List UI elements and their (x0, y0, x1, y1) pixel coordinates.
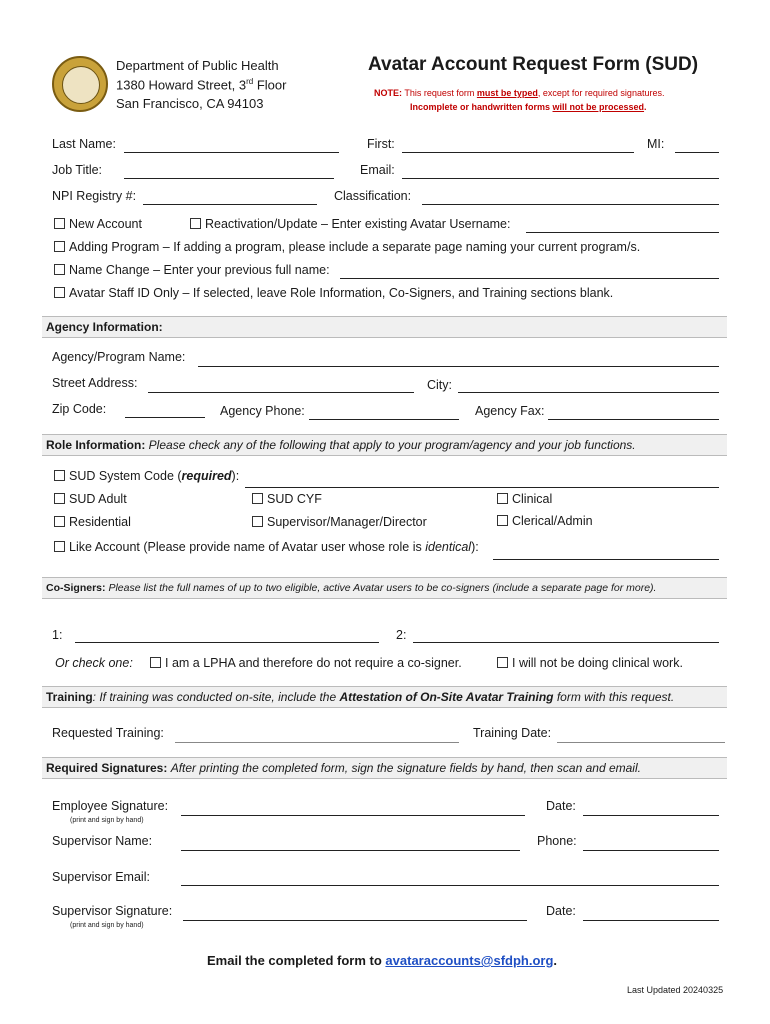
signatures-section-header: Required Signatures: After printing the completed form, sign the signature fields by hand, then scan and email. (42, 757, 727, 779)
city-label: City: (427, 378, 452, 392)
employee-print-sign-note: (print and sign by hand) (70, 817, 144, 824)
city-field[interactable] (458, 392, 719, 393)
agency-program-label: Agency/Program Name: (52, 350, 186, 364)
email-label: Email: (360, 163, 395, 177)
like-account-option[interactable]: Like Account (Please provide name of Avatar user whose role is identical): (54, 540, 479, 554)
checkbox-icon[interactable] (252, 516, 263, 527)
supervisor-name-label: Supervisor Name: (52, 834, 153, 848)
agency-phone-field[interactable] (309, 419, 459, 420)
street-address-label: Street Address: (52, 376, 138, 390)
like-account-field[interactable] (493, 559, 719, 560)
supervisor-signature-field[interactable] (183, 920, 527, 921)
supervisor-email-field[interactable] (181, 885, 719, 886)
email-link[interactable]: avataraccounts@sfdph.org (385, 953, 554, 968)
cosigner-1-field[interactable] (75, 642, 379, 643)
requested-training-label: Requested Training: (52, 726, 164, 740)
agency-program-field[interactable] (198, 366, 719, 367)
or-check-one-label: Or check one: (55, 656, 133, 670)
checkbox-icon[interactable] (190, 218, 201, 229)
employee-signature-label: Employee Signature: (52, 799, 169, 813)
checkbox-icon[interactable] (497, 657, 508, 668)
requested-training-field[interactable] (175, 742, 459, 743)
email-instruction: Email the completed form to avataraccounts@sfdph.org. (207, 953, 558, 968)
department-seal-logo (52, 56, 108, 112)
lpha-option[interactable]: I am a LPHA and therefore do not require a co-signer. (150, 656, 462, 670)
job-title-label: Job Title: (52, 163, 103, 177)
checkbox-icon[interactable] (54, 287, 65, 298)
clerical-option[interactable]: Clerical/Admin (497, 514, 593, 528)
checkbox-icon[interactable] (54, 493, 65, 504)
first-name-field[interactable] (402, 152, 634, 153)
agency-section-header: Agency Information: (42, 316, 727, 338)
agency-fax-field[interactable] (548, 419, 719, 420)
clinical-option[interactable]: Clinical (497, 492, 552, 506)
checkbox-icon[interactable] (54, 264, 65, 275)
employee-signature-field[interactable] (181, 815, 525, 816)
employee-date-field[interactable] (583, 815, 719, 816)
department-address-line1: 1380 Howard Street, 3rd Floor (116, 77, 287, 93)
cosigner-1-label: 1: (52, 628, 63, 642)
last-name-label: Last Name: (52, 137, 116, 151)
supervisor-email-label: Supervisor Email: (52, 870, 150, 884)
supervisor-option[interactable]: Supervisor/Manager/Director (252, 515, 427, 529)
form-note-line2: Incomplete or handwritten forms will not be processed. (410, 102, 647, 112)
cosigners-section-header: Co-Signers: Please list the full names of up to two eligible, active Avatar users to be co-signers (include a separate page for more). (42, 577, 727, 599)
name-change-option[interactable]: Name Change – Enter your previous full name: (54, 263, 330, 277)
reactivation-option[interactable]: Reactivation/Update – Enter existing Avatar Username: (190, 217, 511, 231)
last-name-field[interactable] (124, 152, 339, 153)
sud-system-code-field[interactable] (245, 487, 719, 488)
residential-option[interactable]: Residential (54, 515, 131, 529)
training-date-field[interactable] (557, 742, 725, 743)
checkbox-icon[interactable] (497, 515, 508, 526)
cosigner-2-label: 2: (396, 628, 407, 642)
staff-id-only-option[interactable]: Avatar Staff ID Only – If selected, leave Role Information, Co-Signers, and Training sections blank. (54, 286, 613, 300)
cosigner-2-field[interactable] (413, 642, 719, 643)
job-title-field[interactable] (124, 178, 334, 179)
sud-system-code-option[interactable]: SUD System Code (required): (54, 469, 239, 483)
checkbox-icon[interactable] (54, 470, 65, 481)
supervisor-print-sign-note: (print and sign by hand) (70, 922, 144, 929)
form-title: Avatar Account Request Form (SUD) (368, 54, 699, 75)
first-name-label: First: (367, 137, 395, 151)
adding-program-option[interactable]: Adding Program – If adding a program, please include a separate page naming your current program/s. (54, 240, 640, 254)
no-clinical-option[interactable]: I will not be doing clinical work. (497, 656, 683, 670)
street-address-field[interactable] (148, 392, 414, 393)
checkbox-icon[interactable] (497, 493, 508, 504)
checkbox-icon[interactable] (54, 541, 65, 552)
new-account-option[interactable]: New Account (54, 217, 142, 231)
department-name: Department of Public Health (116, 58, 279, 73)
checkbox-icon[interactable] (54, 516, 65, 527)
npi-label: NPI Registry #: (52, 189, 137, 203)
checkbox-icon[interactable] (252, 493, 263, 504)
email-field[interactable] (402, 178, 719, 179)
supervisor-name-field[interactable] (181, 850, 520, 851)
npi-field[interactable] (143, 204, 317, 205)
agency-phone-label: Agency Phone: (220, 404, 305, 418)
supervisor-date-label: Date: (546, 904, 576, 918)
checkbox-icon[interactable] (54, 241, 65, 252)
sud-cyf-option[interactable]: SUD CYF (252, 492, 322, 506)
training-section-header: Training: If training was conducted on-site, include the Attestation of On-Site Avatar Training form with this request. (42, 686, 727, 708)
last-updated: Last Updated 20240325 (627, 985, 724, 995)
checkbox-icon[interactable] (54, 218, 65, 229)
employee-date-label: Date: (546, 799, 576, 813)
zip-code-field[interactable] (125, 417, 205, 418)
supervisor-phone-field[interactable] (583, 850, 719, 851)
previous-name-field[interactable] (340, 278, 719, 279)
checkbox-icon[interactable] (150, 657, 161, 668)
department-address-line2: San Francisco, CA 94103 (116, 96, 264, 111)
agency-fax-label: Agency Fax: (475, 404, 545, 418)
supervisor-date-field[interactable] (583, 920, 719, 921)
mi-field[interactable] (675, 152, 719, 153)
role-section-header: Role Information: Please check any of the following that apply to your program/agency and your job functions. (42, 434, 727, 456)
zip-code-label: Zip Code: (52, 402, 107, 416)
supervisor-signature-label: Supervisor Signature: (52, 904, 173, 918)
form-note-line1: NOTE: This request form must be typed, except for required signatures. (374, 88, 665, 98)
classification-label: Classification: (334, 189, 412, 203)
supervisor-phone-label: Phone: (537, 834, 577, 848)
sud-adult-option[interactable]: SUD Adult (54, 492, 127, 506)
existing-username-field[interactable] (526, 232, 719, 233)
mi-label: MI: (647, 137, 665, 151)
training-date-label: Training Date: (473, 726, 552, 740)
classification-field[interactable] (422, 204, 719, 205)
